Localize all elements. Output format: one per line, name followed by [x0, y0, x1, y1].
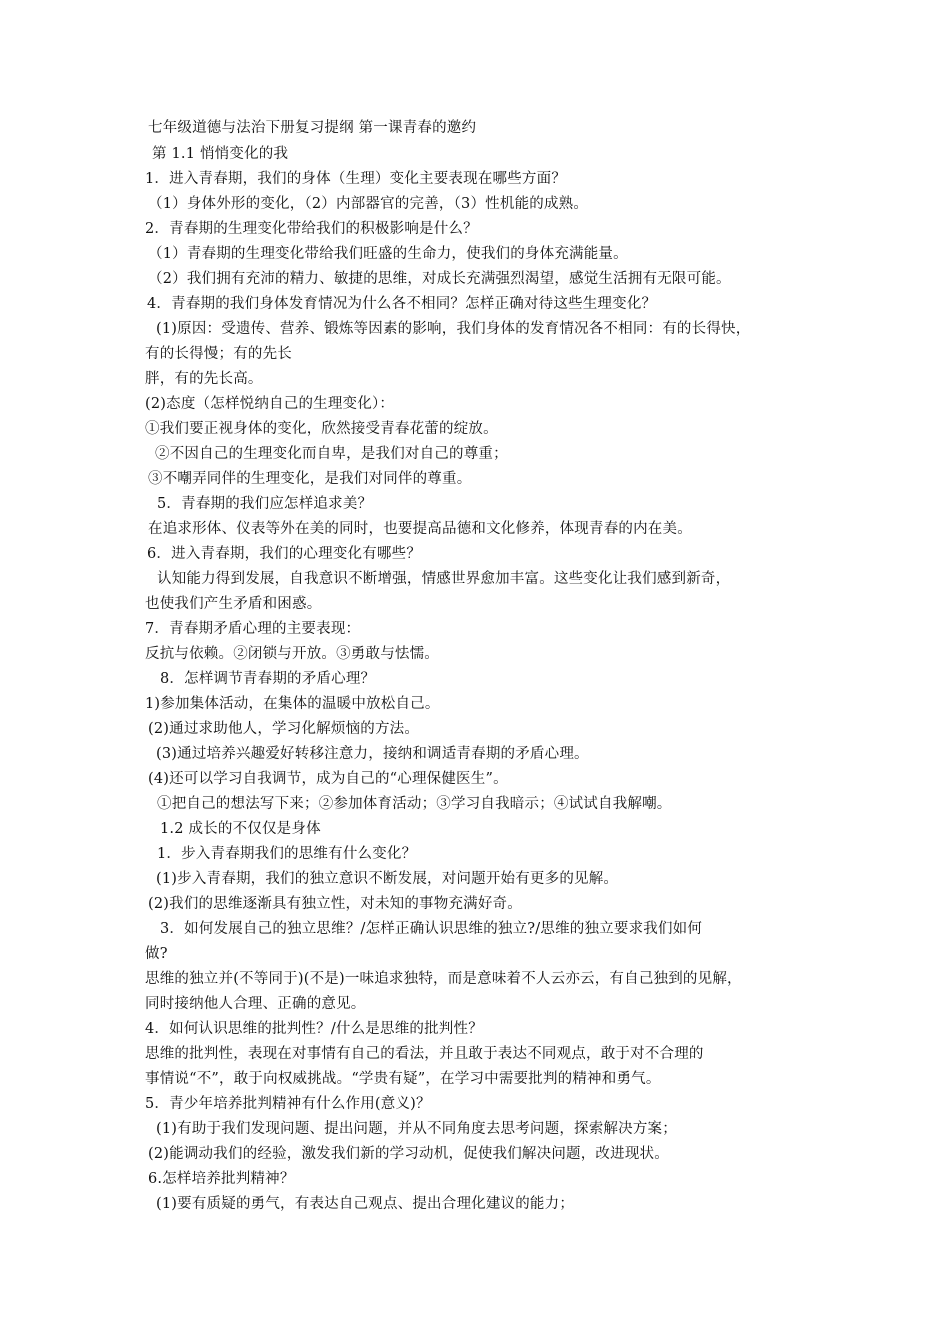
question: 1．进入青春期，我们的身体（生理）变化主要表现在哪些方面？	[145, 171, 567, 187]
answer: ①我们要正视身体的变化，欣然接受青春花蕾的绽放。	[145, 421, 498, 437]
question: 4．青春期的我们身体发育情况为什么各不相同？怎样正确对待这些生理变化？	[147, 296, 657, 312]
answer: 胖，有的先长高。	[145, 371, 263, 387]
answer: (1)有助于我们发现问题、提出问题，并从不同角度去思考问题，探索解决方案；	[156, 1121, 677, 1137]
question: 3．如何发展自己的独立思维？/怎样正确认识思维的独立?/思维的独立要求我们如何	[160, 921, 703, 937]
answer: 有的长得慢；有的先长	[145, 346, 292, 362]
answer: ③不嘲弄同伴的生理变化，是我们对同伴的尊重。	[148, 471, 472, 487]
question: 做?	[145, 946, 168, 962]
answer: ①把自己的想法写下来；②参加体育活动；③学习自我暗示；④试试自我解嘲。	[157, 796, 672, 812]
answer: ②不因自己的生理变化而自卑，是我们对自己的尊重；	[155, 446, 508, 462]
section-heading: 第 1.1 悄悄变化的我	[152, 146, 289, 162]
question: 1．步入青春期我们的思维有什么变化？	[157, 846, 417, 862]
document-title: 七年级道德与法治下册复习提纲 第一课青春的邀约	[148, 120, 477, 136]
answer: (2)态度（怎样悦纳自己的生理变化）：	[145, 396, 395, 412]
answer: 事情说“不”，敢于向权威挑战。“学贵有疑”，在学习中需要批判的精神和勇气。	[145, 1071, 661, 1087]
answer: (1)步入青春期，我们的独立意识不断发展，对问题开始有更多的见解。	[156, 871, 619, 887]
answer: （2）我们拥有充沛的精力、敏捷的思维，对成长充满强烈渴望，感觉生活拥有无限可能。	[148, 271, 731, 287]
question: 7．青春期矛盾心理的主要表现：	[145, 621, 361, 637]
section-heading: 1.2 成长的不仅仅是身体	[160, 821, 321, 837]
question: 4．如何认识思维的批判性？/什么是思维的批判性？	[145, 1021, 483, 1037]
question: 6．进入青春期，我们的心理变化有哪些？	[147, 546, 422, 562]
answer: (2)我们的思维逐渐具有独立性，对未知的事物充满好奇。	[148, 896, 522, 912]
answer: 思维的批判性，表现在对事情有自己的看法，并且敢于表达不同观点，敢于对不合理的	[145, 1046, 704, 1062]
answer: 认知能力得到发展，自我意识不断增强，情感世界愈加丰富。这些变化让我们感到新奇，	[157, 571, 731, 587]
answer: 在追求形体、仪表等外在美的同时，也要提高品德和文化修养，体现青春的内在美。	[148, 521, 692, 537]
answer: （1）身体外形的变化，（2）内部器官的完善，（3）性机能的成熟。	[148, 196, 589, 212]
answer: （1）青春期的生理变化带给我们旺盛的生命力，使我们的身体充满能量。	[148, 246, 628, 262]
answer: 同时接纳他人合理、正确的意见。	[145, 996, 366, 1012]
answer: (1)要有质疑的勇气，有表达自己观点、提出合理化建议的能力；	[156, 1196, 575, 1212]
answer: 思维的独立并(不等同于)(不是)一味追求独特，而是意味着不人云亦云，有自己独到的见解，	[145, 971, 742, 987]
question: 5．青春期的我们应怎样追求美？	[157, 496, 373, 512]
question: 8．怎样调节青春期的矛盾心理？	[160, 671, 376, 687]
answer: 也使我们产生矛盾和困惑。	[145, 596, 322, 612]
answer: (3)通过培养兴趣爱好转移注意力，接纳和调适青春期的矛盾心理。	[156, 746, 589, 762]
answer: (4)还可以学习自我调节，成为自己的“心理保健医生”。	[148, 771, 508, 787]
question: 6.怎样培养批判精神？	[148, 1171, 295, 1187]
answer: (1)原因：受遗传、营养、锻炼等因素的影响，我们身体的发育情况各不相同：有的长得快，	[156, 321, 751, 337]
answer: (2)能调动我们的经验，激发我们新的学习动机，促使我们解决问题，改进现状。	[148, 1146, 669, 1162]
answer: 反抗与依赖。②闭锁与开放。③勇敢与怯懦。	[145, 646, 439, 662]
question: 5．青少年培养批判精神有什么作用(意义)？	[145, 1096, 431, 1112]
answer: 1)参加集体活动，在集体的温暖中放松自己。	[145, 696, 440, 712]
question: 2．青春期的生理变化带给我们的积极影响是什么？	[145, 221, 478, 237]
answer: (2)通过求助他人，学习化解烦恼的方法。	[148, 721, 420, 737]
